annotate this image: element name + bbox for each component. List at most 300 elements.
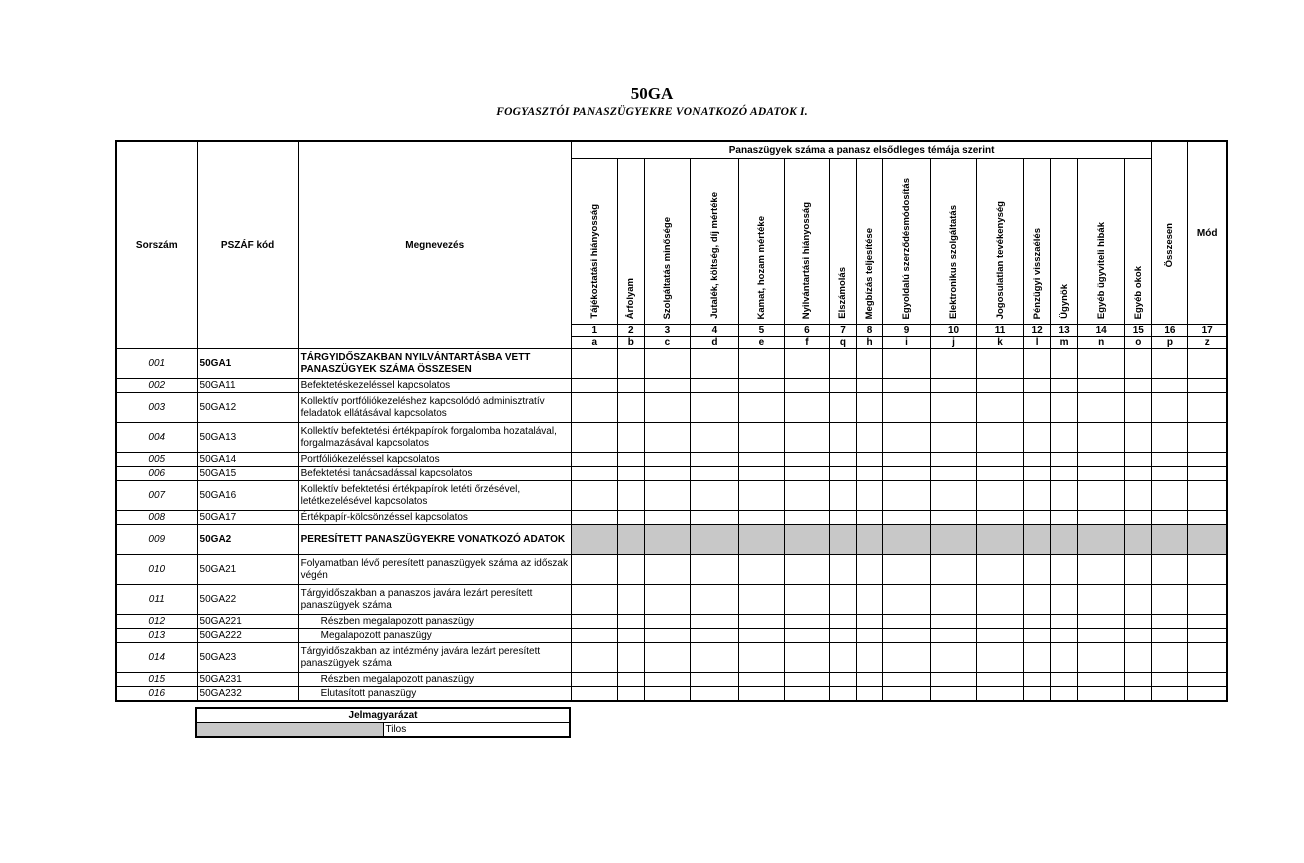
data-cell[interactable] <box>617 379 644 393</box>
data-cell[interactable] <box>977 643 1024 673</box>
data-cell[interactable] <box>644 687 690 702</box>
data-cell[interactable] <box>1051 393 1078 423</box>
data-cell[interactable] <box>617 673 644 687</box>
legend-tilos-label: Tilos <box>383 723 570 738</box>
data-cell[interactable] <box>977 525 1024 555</box>
data-cell[interactable] <box>931 525 977 555</box>
data-cell[interactable] <box>931 673 977 687</box>
data-cell[interactable] <box>1125 585 1152 615</box>
data-cell[interactable] <box>644 423 690 453</box>
row-sorszam: 005 <box>116 453 197 467</box>
data-cell[interactable] <box>1024 467 1051 481</box>
data-cell[interactable] <box>690 349 738 379</box>
data-cell[interactable] <box>856 349 882 379</box>
data-cell[interactable] <box>1125 453 1152 467</box>
data-cell[interactable] <box>617 615 644 629</box>
col-header-topic-label: Egyéb ügyviteli hibák <box>1095 221 1107 319</box>
data-cell[interactable] <box>1078 393 1125 423</box>
data-cell[interactable] <box>931 481 977 511</box>
data-cell[interactable] <box>784 629 829 643</box>
row-sorszam: 013 <box>116 629 197 643</box>
data-cell[interactable] <box>931 687 977 702</box>
data-cell[interactable] <box>571 467 617 481</box>
data-cell[interactable] <box>690 687 738 702</box>
data-cell[interactable] <box>738 453 784 467</box>
data-cell[interactable] <box>883 673 931 687</box>
row-kod: 50GA11 <box>197 379 298 393</box>
data-cell[interactable] <box>856 643 882 673</box>
data-cell[interactable] <box>856 673 882 687</box>
col-number: 11 <box>977 325 1024 337</box>
data-cell[interactable] <box>738 481 784 511</box>
data-cell[interactable] <box>977 349 1024 379</box>
data-cell[interactable] <box>644 585 690 615</box>
data-cell[interactable] <box>883 585 931 615</box>
data-cell[interactable] <box>829 511 856 525</box>
data-cell[interactable] <box>1024 349 1051 379</box>
data-cell[interactable] <box>931 349 977 379</box>
data-cell[interactable] <box>738 615 784 629</box>
data-cell[interactable] <box>1078 629 1125 643</box>
data-cell[interactable] <box>617 643 644 673</box>
data-cell[interactable] <box>1152 393 1188 423</box>
data-cell[interactable] <box>571 393 617 423</box>
data-cell[interactable] <box>738 467 784 481</box>
data-cell[interactable] <box>617 585 644 615</box>
table-row <box>116 585 1227 615</box>
data-cell[interactable] <box>617 467 644 481</box>
data-cell[interactable] <box>883 379 931 393</box>
data-cell[interactable] <box>738 629 784 643</box>
data-cell[interactable] <box>571 643 617 673</box>
data-cell[interactable] <box>856 467 882 481</box>
data-cell[interactable] <box>1152 673 1188 687</box>
data-cell[interactable] <box>1152 615 1188 629</box>
data-cell[interactable] <box>856 511 882 525</box>
data-cell[interactable] <box>1152 585 1188 615</box>
data-cell[interactable] <box>829 423 856 453</box>
data-cell[interactable] <box>1024 629 1051 643</box>
data-cell[interactable] <box>1051 379 1078 393</box>
data-cell[interactable] <box>1078 687 1125 702</box>
data-cell[interactable] <box>1078 615 1125 629</box>
data-cell[interactable] <box>571 555 617 585</box>
data-cell[interactable] <box>571 511 617 525</box>
data-cell[interactable] <box>1152 379 1188 393</box>
row-sorszam: 015 <box>116 673 197 687</box>
data-cell[interactable] <box>1188 379 1227 393</box>
data-cell[interactable] <box>738 673 784 687</box>
table-row <box>116 555 1227 585</box>
data-cell[interactable] <box>644 511 690 525</box>
row-kod: 50GA22 <box>197 585 298 615</box>
data-cell[interactable] <box>1125 687 1152 702</box>
data-cell[interactable] <box>690 643 738 673</box>
data-cell[interactable] <box>617 629 644 643</box>
data-cell[interactable] <box>738 585 784 615</box>
data-cell[interactable] <box>1051 453 1078 467</box>
table-row <box>116 511 1227 525</box>
data-cell[interactable] <box>977 393 1024 423</box>
data-cell[interactable] <box>883 453 931 467</box>
data-cell[interactable] <box>1125 525 1152 555</box>
data-cell[interactable] <box>784 585 829 615</box>
data-cell[interactable] <box>738 423 784 453</box>
data-cell[interactable] <box>931 393 977 423</box>
data-cell[interactable] <box>571 687 617 702</box>
data-cell[interactable] <box>856 555 882 585</box>
data-cell[interactable] <box>1078 525 1125 555</box>
data-cell[interactable] <box>690 525 738 555</box>
data-cell[interactable] <box>856 615 882 629</box>
data-cell[interactable] <box>1125 643 1152 673</box>
data-cell[interactable] <box>829 525 856 555</box>
data-cell[interactable] <box>977 673 1024 687</box>
data-cell[interactable] <box>690 615 738 629</box>
data-cell[interactable] <box>1152 687 1188 702</box>
data-cell[interactable] <box>883 511 931 525</box>
data-cell[interactable] <box>883 467 931 481</box>
data-cell[interactable] <box>1188 511 1227 525</box>
data-cell[interactable] <box>1125 393 1152 423</box>
data-cell[interactable] <box>1051 349 1078 379</box>
data-cell[interactable] <box>738 555 784 585</box>
data-cell[interactable] <box>856 585 882 615</box>
data-cell[interactable] <box>784 643 829 673</box>
data-cell[interactable] <box>784 687 829 702</box>
data-cell[interactable] <box>1188 393 1227 423</box>
data-cell[interactable] <box>883 349 931 379</box>
col-header-topic <box>1078 159 1125 325</box>
data-cell[interactable] <box>1051 673 1078 687</box>
data-cell[interactable] <box>738 393 784 423</box>
data-cell[interactable] <box>1078 643 1125 673</box>
data-cell[interactable] <box>829 585 856 615</box>
data-cell[interactable] <box>883 687 931 702</box>
data-cell[interactable] <box>644 379 690 393</box>
data-cell[interactable] <box>1188 673 1227 687</box>
data-cell[interactable] <box>1024 525 1051 555</box>
data-cell[interactable] <box>1051 643 1078 673</box>
data-cell[interactable] <box>1078 379 1125 393</box>
data-cell[interactable] <box>856 393 882 423</box>
data-cell[interactable] <box>1152 467 1188 481</box>
data-cell[interactable] <box>738 349 784 379</box>
data-cell[interactable] <box>883 555 931 585</box>
data-cell[interactable] <box>829 629 856 643</box>
data-cell[interactable] <box>1024 379 1051 393</box>
data-cell[interactable] <box>571 453 617 467</box>
data-cell[interactable] <box>784 525 829 555</box>
data-cell[interactable] <box>1188 525 1227 555</box>
data-cell[interactable] <box>644 629 690 643</box>
data-cell[interactable] <box>829 673 856 687</box>
data-cell[interactable] <box>1078 423 1125 453</box>
data-cell[interactable] <box>571 379 617 393</box>
data-cell[interactable] <box>1152 481 1188 511</box>
data-cell[interactable] <box>977 423 1024 453</box>
data-cell[interactable] <box>1125 349 1152 379</box>
data-cell[interactable] <box>977 629 1024 643</box>
data-cell[interactable] <box>931 423 977 453</box>
data-cell[interactable] <box>1024 615 1051 629</box>
data-cell[interactable] <box>931 629 977 643</box>
data-cell[interactable] <box>1152 453 1188 467</box>
data-cell[interactable] <box>1024 643 1051 673</box>
data-cell[interactable] <box>977 615 1024 629</box>
data-cell[interactable] <box>784 453 829 467</box>
data-cell[interactable] <box>1125 467 1152 481</box>
col-header-topic-label: Nyilvántartási hiányosság <box>801 201 813 319</box>
col-letter: b <box>617 337 644 349</box>
data-cell[interactable] <box>571 481 617 511</box>
data-cell[interactable] <box>784 379 829 393</box>
col-header-topic <box>931 159 977 325</box>
data-cell[interactable] <box>883 525 931 555</box>
data-cell[interactable] <box>1024 585 1051 615</box>
data-cell[interactable] <box>1078 555 1125 585</box>
data-cell[interactable] <box>977 453 1024 467</box>
data-cell[interactable] <box>690 379 738 393</box>
data-cell[interactable] <box>784 673 829 687</box>
data-cell[interactable] <box>617 349 644 379</box>
data-cell[interactable] <box>1024 687 1051 702</box>
data-cell[interactable] <box>644 393 690 423</box>
data-cell[interactable] <box>829 481 856 511</box>
data-cell[interactable] <box>644 643 690 673</box>
row-megnevezes: Befektetéskezeléssel kapcsolatos <box>298 379 571 393</box>
data-cell[interactable] <box>829 555 856 585</box>
data-cell[interactable] <box>690 393 738 423</box>
data-cell[interactable] <box>883 643 931 673</box>
data-cell[interactable] <box>883 393 931 423</box>
data-cell[interactable] <box>977 481 1024 511</box>
data-cell[interactable] <box>784 393 829 423</box>
data-cell[interactable] <box>784 423 829 453</box>
data-cell[interactable] <box>931 511 977 525</box>
data-cell[interactable] <box>1051 423 1078 453</box>
data-cell[interactable] <box>829 467 856 481</box>
data-cell[interactable] <box>883 615 931 629</box>
data-cell[interactable] <box>829 643 856 673</box>
data-cell[interactable] <box>1125 629 1152 643</box>
col-number: 12 <box>1024 325 1051 337</box>
col-header-topic <box>856 159 882 325</box>
data-cell[interactable] <box>738 511 784 525</box>
data-cell[interactable] <box>829 615 856 629</box>
data-cell[interactable] <box>931 585 977 615</box>
data-cell[interactable] <box>856 379 882 393</box>
data-cell[interactable] <box>644 453 690 467</box>
data-cell[interactable] <box>617 687 644 702</box>
data-cell[interactable] <box>1188 687 1227 702</box>
data-cell[interactable] <box>883 423 931 453</box>
col-letter: j <box>931 337 977 349</box>
data-cell[interactable] <box>617 481 644 511</box>
row-megnevezes: PERESÍTETT PANASZÜGYEKRE VONATKOZÓ ADATOK <box>298 525 571 555</box>
data-cell[interactable] <box>1051 555 1078 585</box>
data-cell[interactable] <box>977 467 1024 481</box>
data-cell[interactable] <box>690 673 738 687</box>
data-cell[interactable] <box>931 379 977 393</box>
data-cell[interactable] <box>1152 555 1188 585</box>
data-cell[interactable] <box>617 453 644 467</box>
data-cell[interactable] <box>571 629 617 643</box>
data-cell[interactable] <box>977 555 1024 585</box>
data-cell[interactable] <box>644 525 690 555</box>
data-cell[interactable] <box>1051 481 1078 511</box>
data-cell[interactable] <box>644 615 690 629</box>
data-cell[interactable] <box>738 379 784 393</box>
data-cell[interactable] <box>1152 525 1188 555</box>
data-cell[interactable] <box>644 349 690 379</box>
data-cell[interactable] <box>1125 379 1152 393</box>
data-cell[interactable] <box>1125 481 1152 511</box>
data-cell[interactable] <box>690 585 738 615</box>
data-cell[interactable] <box>1125 511 1152 525</box>
data-cell[interactable] <box>617 525 644 555</box>
data-cell[interactable] <box>856 525 882 555</box>
data-cell[interactable] <box>1051 629 1078 643</box>
data-cell[interactable] <box>690 629 738 643</box>
col-header-topic-label: Ügynök <box>1058 284 1070 319</box>
data-cell[interactable] <box>784 555 829 585</box>
data-cell[interactable] <box>1051 511 1078 525</box>
data-cell[interactable] <box>931 555 977 585</box>
data-cell[interactable] <box>784 467 829 481</box>
data-cell[interactable] <box>977 511 1024 525</box>
data-cell[interactable] <box>1024 511 1051 525</box>
data-cell[interactable] <box>856 423 882 453</box>
row-kod: 50GA221 <box>197 615 298 629</box>
data-cell[interactable] <box>617 423 644 453</box>
data-cell[interactable] <box>571 673 617 687</box>
data-cell[interactable] <box>931 467 977 481</box>
data-cell[interactable] <box>1188 555 1227 585</box>
data-cell[interactable] <box>738 687 784 702</box>
data-cell[interactable] <box>644 555 690 585</box>
data-cell[interactable] <box>1051 525 1078 555</box>
data-cell[interactable] <box>1078 511 1125 525</box>
col-number: 4 <box>690 325 738 337</box>
data-cell[interactable] <box>617 511 644 525</box>
data-cell[interactable] <box>738 643 784 673</box>
data-cell[interactable] <box>1188 349 1227 379</box>
data-cell[interactable] <box>883 629 931 643</box>
data-cell[interactable] <box>856 453 882 467</box>
data-cell[interactable] <box>977 585 1024 615</box>
data-cell[interactable] <box>1024 481 1051 511</box>
data-cell[interactable] <box>1188 423 1227 453</box>
data-cell[interactable] <box>784 481 829 511</box>
data-cell[interactable] <box>784 511 829 525</box>
data-cell[interactable] <box>784 349 829 379</box>
data-cell[interactable] <box>931 615 977 629</box>
data-cell[interactable] <box>883 481 931 511</box>
data-cell[interactable] <box>1024 423 1051 453</box>
col-header-topic-label: Jogosulatlan tevékenység <box>994 200 1006 319</box>
data-cell[interactable] <box>690 453 738 467</box>
data-cell[interactable] <box>690 511 738 525</box>
data-cell[interactable] <box>690 423 738 453</box>
data-cell[interactable] <box>571 585 617 615</box>
data-cell[interactable] <box>1078 453 1125 467</box>
col-header-topic-label: Elszámolás <box>837 267 849 319</box>
data-cell[interactable] <box>931 453 977 467</box>
data-cell[interactable] <box>690 467 738 481</box>
data-cell[interactable] <box>977 379 1024 393</box>
data-cell[interactable] <box>1051 615 1078 629</box>
data-cell[interactable] <box>617 393 644 423</box>
data-cell[interactable] <box>829 687 856 702</box>
data-cell[interactable] <box>829 349 856 379</box>
data-cell[interactable] <box>1078 467 1125 481</box>
data-cell[interactable] <box>977 687 1024 702</box>
row-sorszam: 016 <box>116 687 197 702</box>
data-cell[interactable] <box>1078 673 1125 687</box>
data-cell[interactable] <box>690 555 738 585</box>
data-cell[interactable] <box>571 423 617 453</box>
data-cell[interactable] <box>829 453 856 467</box>
data-cell[interactable] <box>1051 687 1078 702</box>
data-cell[interactable] <box>1152 643 1188 673</box>
data-cell[interactable] <box>829 379 856 393</box>
data-cell[interactable] <box>1152 629 1188 643</box>
data-cell[interactable] <box>856 629 882 643</box>
data-cell[interactable] <box>856 481 882 511</box>
data-cell[interactable] <box>1188 481 1227 511</box>
data-cell[interactable] <box>1152 511 1188 525</box>
data-cell[interactable] <box>571 349 617 379</box>
data-cell[interactable] <box>1051 467 1078 481</box>
col-letter: c <box>644 337 690 349</box>
data-cell[interactable] <box>738 525 784 555</box>
data-cell[interactable] <box>644 481 690 511</box>
data-cell[interactable] <box>1188 453 1227 467</box>
data-cell[interactable] <box>784 615 829 629</box>
data-cell[interactable] <box>856 687 882 702</box>
data-cell[interactable] <box>1125 555 1152 585</box>
data-cell[interactable] <box>1152 349 1188 379</box>
data-cell[interactable] <box>1188 585 1227 615</box>
data-cell[interactable] <box>1188 629 1227 643</box>
data-cell[interactable] <box>1188 615 1227 629</box>
data-cell[interactable] <box>1188 467 1227 481</box>
data-cell[interactable] <box>571 525 617 555</box>
data-cell[interactable] <box>1152 423 1188 453</box>
col-number: 2 <box>617 325 644 337</box>
data-cell[interactable] <box>1078 585 1125 615</box>
data-cell[interactable] <box>1024 393 1051 423</box>
data-cell[interactable] <box>1024 453 1051 467</box>
data-cell[interactable] <box>1125 423 1152 453</box>
data-cell[interactable] <box>829 393 856 423</box>
data-cell[interactable] <box>1125 673 1152 687</box>
data-cell[interactable] <box>690 481 738 511</box>
data-cell[interactable] <box>617 555 644 585</box>
data-cell[interactable] <box>1078 481 1125 511</box>
data-cell[interactable] <box>571 615 617 629</box>
data-cell[interactable] <box>1024 673 1051 687</box>
data-cell[interactable] <box>1188 643 1227 673</box>
data-cell[interactable] <box>1024 555 1051 585</box>
data-cell[interactable] <box>644 467 690 481</box>
data-cell[interactable] <box>1051 585 1078 615</box>
data-cell[interactable] <box>1125 615 1152 629</box>
data-cell[interactable] <box>644 673 690 687</box>
data-cell[interactable] <box>931 643 977 673</box>
data-cell[interactable] <box>1078 349 1125 379</box>
